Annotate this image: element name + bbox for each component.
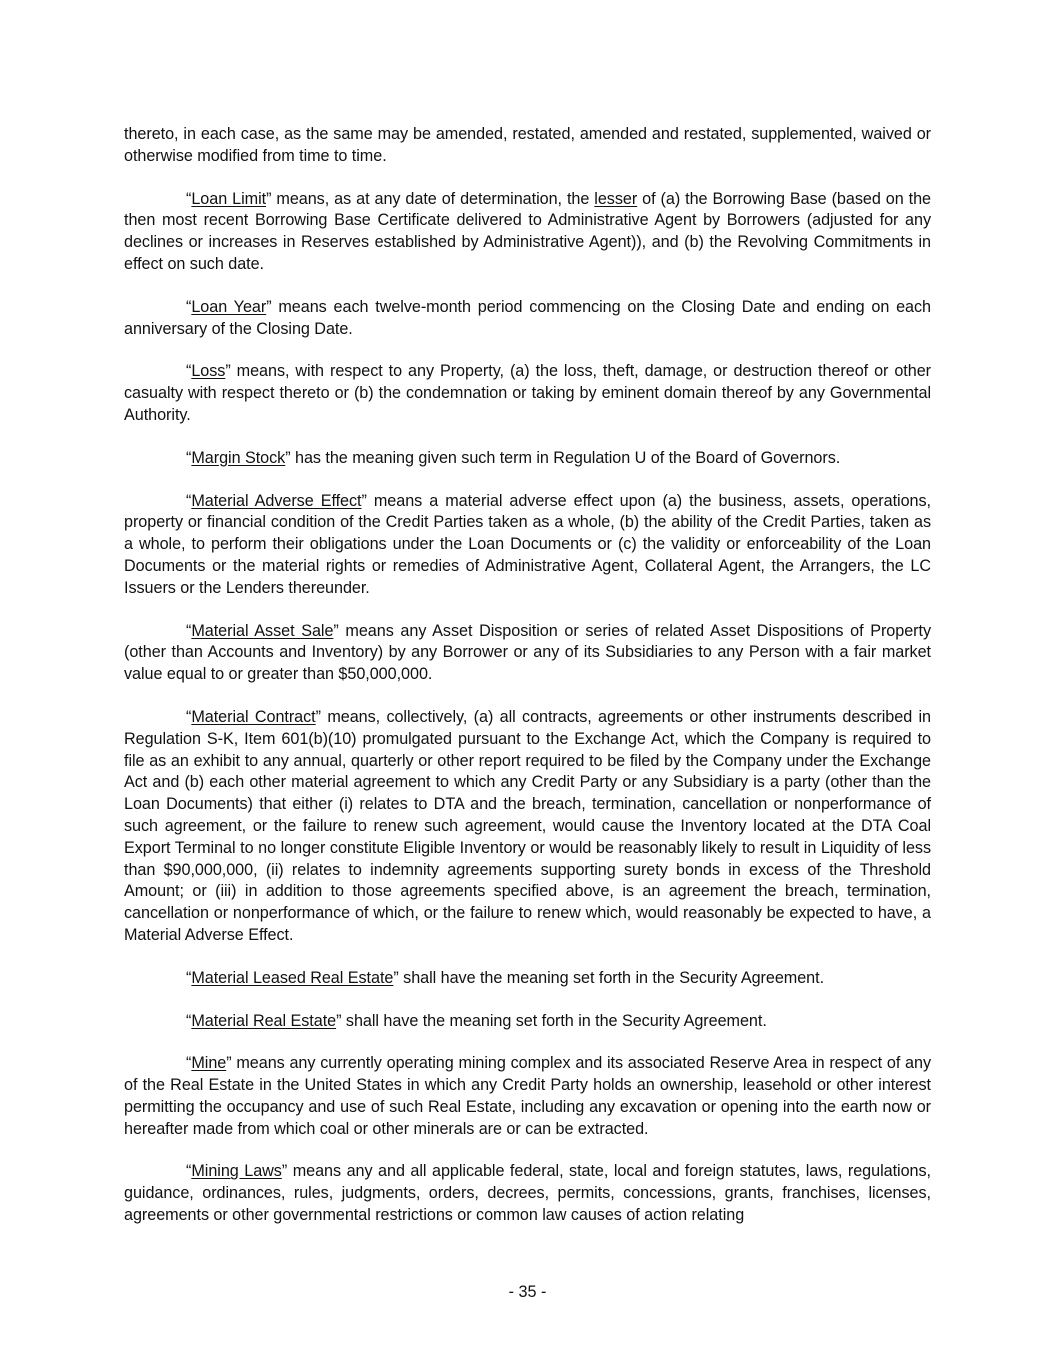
definition-material-asset-sale: “Material Asset Sale” means any Asset Disposition or series of related Asset Dispositions of Property (other than Accounts and Inventory) by any Borrower or any of its Subsidiaries to any Person with a fair market value equal to or greater than $50,000,000. <box>124 621 931 684</box>
defined-term: Loss <box>191 362 226 381</box>
defined-term: Mine <box>191 1054 227 1073</box>
defined-term: Loan Year <box>191 297 267 316</box>
defined-term: Material Contract <box>191 707 316 726</box>
definition-material-contract: “Material Contract” means, collectively, (a) all contracts, agreements or other instruments described in Regulation S-K, Item 601(b)(10) promulgated pursuant to the Exchange Act, which the Company is required to file as an exhibit to any annual, quarterly or other report required to be filed by the Company under the Exchange Act and (b) each other material agreement to which any Credit Party or any Subsidiary is a party (other than the Loan Documents) that either (i) relates to DTA and the breach, termination, cancellation or nonperformance of such agreement, or the failure to renew such agreement, would cause the Inventory located at the DTA Coal Export Terminal to no longer constitute Eligible Inventory or would be reasonably likely to result in Liquidity of less than $90,000,000, (ii) relates to indemnity agreements supporting surety bonds in excess of the Threshold Amount; or (iii) in addition to those agreements specified above, is an agreement the breach, termination, cancellation or nonperformance of which, or the failure to renew which, would reasonably be expected to have, a Material Adverse Effect. <box>124 707 931 944</box>
definition-material-real-estate: “Material Real Estate” shall have the meaning set forth in the Security Agreement. <box>186 1011 767 1030</box>
defined-term: Material Leased Real Estate <box>191 968 394 987</box>
defined-term: Margin Stock <box>191 448 286 467</box>
definition-mining-laws: “Mining Laws” means any and all applicable federal, state, local and foreign statutes, laws, regulations, guidance, ordinances, rules, judgments, orders, decrees, permits, concessions, grants, franchises, licenses, agreements or other governmental restrictions or common law causes of action relating <box>124 1162 931 1225</box>
definition-margin-stock: “Margin Stock” has the meaning given such term in Regulation U of the Board of Governors. <box>186 448 841 467</box>
paragraph-continuation: thereto, in each case, as the same may be amended, restated, amended and restated, supplemented, waived or otherwise modified from time to time. <box>124 125 931 165</box>
definition-material-leased-real-estate: “Material Leased Real Estate” shall have the meaning set forth in the Security Agreement. <box>186 968 825 987</box>
definition-loss: “Loss” means, with respect to any Property, (a) the loss, theft, damage, or destruction thereof or other casualty with respect thereto or (b) the condemnation or taking by eminent domain thereof by any Governmental Authority. <box>124 362 931 424</box>
definition-loan-limit: “Loan Limit” means, as at any date of determination, the lesser of (a) the Borrowing Base (based on the then most recent Borrowing Base Certificate delivered to Administrative Agent by Borrowers (adjusted for any declines or increases in Reserves established by Administrative Agent)), and (b) the Revolving Commitments in effect on such date. <box>124 189 931 273</box>
defined-term: Material Asset Sale <box>191 621 334 640</box>
definition-material-adverse-effect: “Material Adverse Effect” means a material adverse effect upon (a) the business, assets, operations, property or financial condition of the Credit Parties taken as a whole, (b) the ability of the Credit Parties, taken as a whole, to perform their obligations under the Loan Documents or (c) the validity or enforceability of the Loan Documents or the material rights or remedies of Administrative Agent, Collateral Agent, the Arrangers, the LC Issuers or the Lenders thereunder. <box>124 491 931 597</box>
emphasized-word: lesser <box>594 189 638 208</box>
page-number: - 35 - <box>508 1283 547 1301</box>
defined-term: Material Adverse Effect <box>191 491 362 510</box>
document-page <box>124 124 931 1248</box>
defined-term: Mining Laws <box>191 1162 282 1181</box>
defined-term: Loan Limit <box>191 189 267 208</box>
defined-term: Material Real Estate <box>191 1011 337 1030</box>
definition-mine: “Mine” means any currently operating mining complex and its associated Reserve Area in respect of any of the Real Estate in the United States in which any Credit Party holds an ownership, leasehold or other interest permitting the occupancy and use of such Real Estate, including any excavation or opening into the earth now or hereafter made from which coal or other minerals are or can be extracted. <box>124 1054 931 1138</box>
definition-loan-year: “Loan Year” means each twelve-month period commencing on the Closing Date and ending on each anniversary of the Closing Date. <box>124 297 931 338</box>
